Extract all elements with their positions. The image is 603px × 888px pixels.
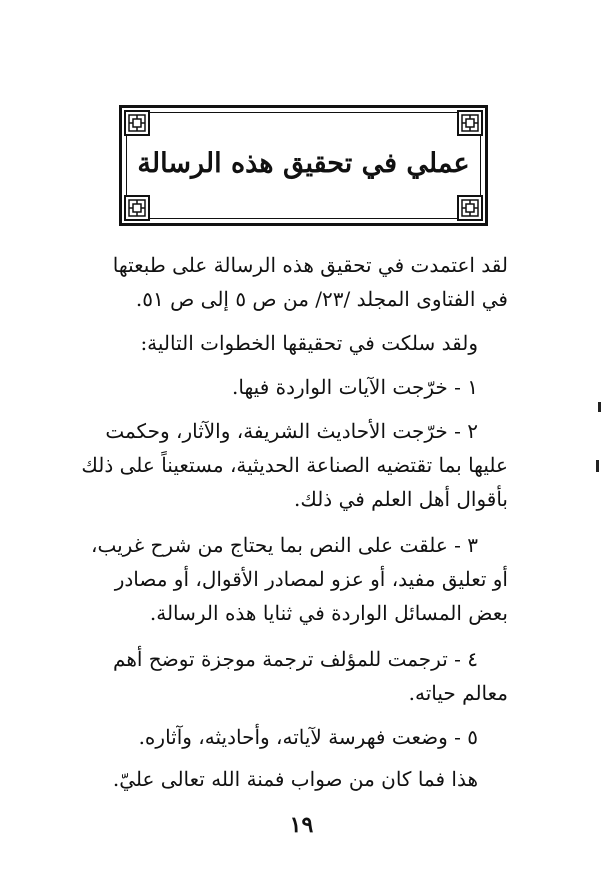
paragraph-line: أو تعليق مفيد، أو عزو لمصادر الأقوال، أو مصادر [114, 567, 508, 591]
page-title: عملي في تحقيق هذه الرسالة [137, 148, 470, 179]
corner-ornament-icon [457, 195, 483, 221]
paragraph-line: هذا فما كان من صواب فمنة الله تعالى عليّ. [112, 767, 478, 791]
paragraph-line: في الفتاوى المجلد /٢٣/ من ص ٥ إلى ص ٥١. [135, 287, 508, 311]
paragraph-line: عليها بما تقتضيه الصناعة الحديثية، مستعيناً على ذلك [81, 453, 508, 477]
corner-ornament-icon [457, 110, 483, 136]
scan-mark [596, 460, 599, 472]
paragraph-line: ١ - خرّجت الآيات الواردة فيها. [232, 375, 478, 399]
scan-mark [598, 402, 601, 412]
paragraph-line: ٣ - علقت على النص بما يحتاج من شرح غريب، [91, 533, 478, 557]
paragraph-line: معالم حياته. [408, 681, 508, 705]
paragraph-line: بعض المسائل الواردة في ثنايا هذه الرسالة. [149, 601, 508, 625]
title-frame [119, 105, 488, 226]
page-number: ١٩ [289, 812, 314, 838]
paragraph-line: ٢ - خرّجت الأحاديث الشريفة، والآثار، وحكمت [105, 419, 478, 443]
paragraph-line: لقد اعتمدت في تحقيق هذه الرسالة على طبعتها [112, 253, 508, 277]
paragraph-line: ولقد سلكت في تحقيقها الخطوات التالية: [140, 331, 478, 355]
paragraph-line: بأقوال أهل العلم في ذلك. [294, 487, 508, 511]
paragraph-line: ٥ - وضعت فهرسة لآياته، وأحاديثه، وآثاره. [138, 725, 478, 749]
corner-ornament-icon [124, 110, 150, 136]
corner-ornament-icon [124, 195, 150, 221]
paragraph-line: ٤ - ترجمت للمؤلف ترجمة موجزة توضح أهم [113, 647, 478, 671]
